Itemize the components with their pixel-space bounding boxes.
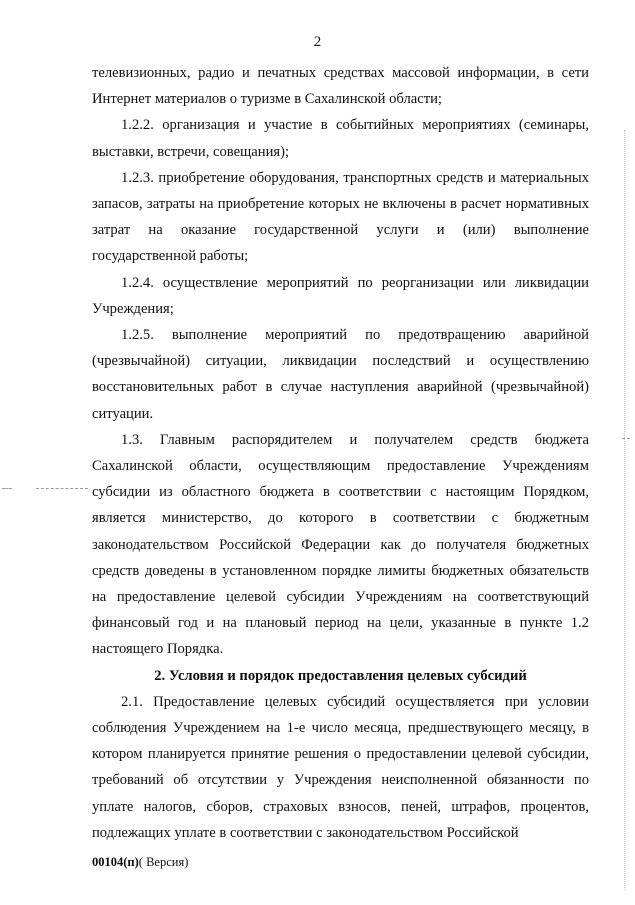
document-version: ( Версия) (138, 855, 189, 869)
scan-dash-mark (2, 488, 12, 489)
paragraph-1-2-5: 1.2.5. выполнение мероприятий по предотвращению аварийной (чрезвычайной) ситуации, ликвидации последствий и осуществлению восстановительных работ в случае наступления аварийной (чрезвычайной) ситуации. (92, 327, 589, 422)
document-code: 00104(п) (92, 855, 139, 869)
paragraph-1-2-2: 1.2.2. организация и участие в событийных мероприятиях (семинары, выставки, встречи, совещания); (92, 117, 589, 160)
scan-dash-mark (36, 488, 88, 489)
scan-edge-line (624, 130, 625, 890)
section-heading: 2. Условия и порядок предоставления целевых субсидий (154, 667, 527, 684)
document-body (92, 60, 589, 846)
document-footer (92, 855, 188, 870)
page-number: 2 (313, 34, 322, 50)
paragraph-2-1: 2.1. Предоставление целевых субсидий осуществляется при условии соблюдения Учреждением на 1-е число месяца, предшествующего месяцу, в котором планируется принятие решения о предоставлении целевой субсидии, требований об отсутствии у Учреждения неисполненной обязанности по уплате налогов, сборов, страховых взносов, пеней, штрафов, процентов, подлежащих уплате в соответствии с законодательством Российской (92, 693, 589, 841)
paragraph-continuation: телевизионных, радио и печатных средствах массовой информации, в сети Интернет материалов о туризме в Сахалинской области; (92, 65, 589, 108)
paragraph-1-2-4: 1.2.4. осуществление мероприятий по реорганизации или ликвидации Учреждения; (92, 274, 589, 317)
paragraph-1-2-3: 1.2.3. приобретение оборудования, транспортных средств и материальных запасов, затраты на приобретение которых не включены в расчет нормативных затрат на оказание государственной услуги и (или) выполнение государственной работы; (92, 169, 589, 265)
paragraph-1-3: 1.3. Главным распорядителем и получателем средств бюджета Сахалинской области, осуществляющим предоставление Учреждениям субсидии из областного бюджета в соответствии с настоящим Порядком, является министерство, до которого в соответствии с бюджетным законодательством Российской Федерации как до получателя бюджетных средств доведены в установленном порядке лимиты бюджетных обязательств на предоставление целевой субсидии Учреждениям на соответствующий финансовый год и на плановый период на цели, указанные в пункте 1.2 настоящего Порядка. (92, 431, 589, 658)
